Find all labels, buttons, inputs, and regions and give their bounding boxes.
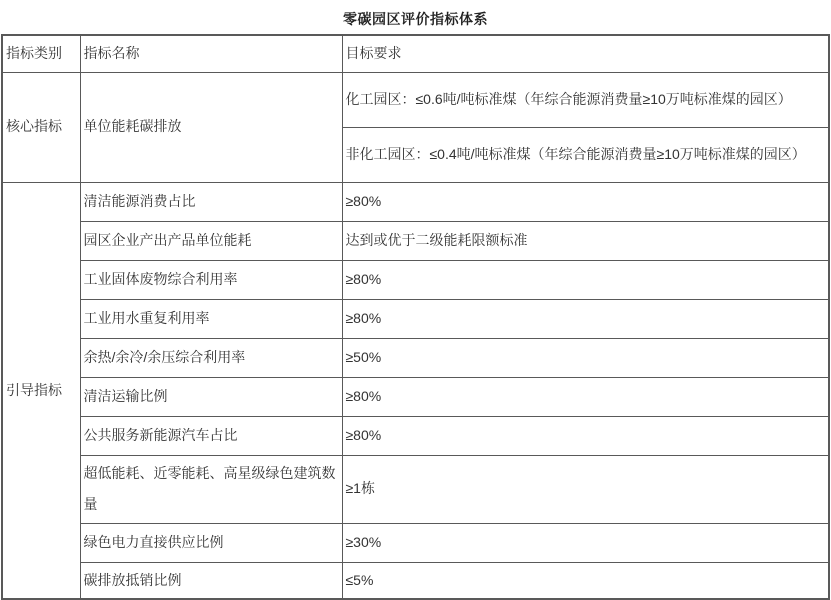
target-value-cell: ≥80% xyxy=(342,299,829,338)
indicator-name-cell: 公共服务新能源汽车占比 xyxy=(80,416,342,455)
table-row xyxy=(2,221,829,260)
header-cell-category: 指标类别 xyxy=(2,35,80,72)
indicator-table xyxy=(1,34,830,600)
category-cell-guidance: 引导指标 xyxy=(2,182,80,599)
indicator-name-cell: 余热/余冷/余压综合利用率 xyxy=(80,338,342,377)
target-value-cell: ≥1栋 xyxy=(342,455,829,523)
indicator-name-cell: 清洁运输比例 xyxy=(80,377,342,416)
indicator-name-cell: 园区企业产出产品单位能耗 xyxy=(80,221,342,260)
table-row xyxy=(2,455,829,523)
target-cell-nonchemical-park: 非化工园区：≤0.4吨/吨标准煤（年综合能源消费量≥10万吨标准煤的园区） xyxy=(342,127,829,182)
table-row xyxy=(2,523,829,562)
target-value-cell: ≥80% xyxy=(342,260,829,299)
target-value-cell: ≥80% xyxy=(342,182,829,221)
target-value-cell: ≤5% xyxy=(342,562,829,599)
table-row xyxy=(2,562,829,599)
table-row xyxy=(2,299,829,338)
target-cell-chemical-park: 化工园区：≤0.6吨/吨标准煤（年综合能源消费量≥10万吨标准煤的园区） xyxy=(342,72,829,127)
indicator-name-cell: 碳排放抵销比例 xyxy=(80,562,342,599)
header-cell-name: 指标名称 xyxy=(80,35,342,72)
header-cell-target: 目标要求 xyxy=(342,35,829,72)
core-row-chemical xyxy=(2,72,829,127)
page-title: 零碳园区评价指标体系 xyxy=(343,11,488,27)
category-cell-core: 核心指标 xyxy=(2,72,80,182)
indicator-name-cell: 工业固体废物综合利用率 xyxy=(80,260,342,299)
table-row xyxy=(2,377,829,416)
table-header-row xyxy=(2,35,829,72)
target-value-cell: 达到或优于二级能耗限额标准 xyxy=(342,221,829,260)
indicator-name-cell: 清洁能源消费占比 xyxy=(80,182,342,221)
indicator-name-cell: 工业用水重复利用率 xyxy=(80,299,342,338)
indicator-name-cell: 绿色电力直接供应比例 xyxy=(80,523,342,562)
table-row xyxy=(2,182,829,221)
target-value-cell: ≥30% xyxy=(342,523,829,562)
target-value-cell: ≥50% xyxy=(342,338,829,377)
target-value-cell: ≥80% xyxy=(342,377,829,416)
indicator-name-cell: 超低能耗、近零能耗、高星级绿色建筑数量 xyxy=(80,455,342,523)
table-row xyxy=(2,260,829,299)
indicator-cell-core: 单位能耗碳排放 xyxy=(80,72,342,182)
table-row xyxy=(2,416,829,455)
table-row xyxy=(2,338,829,377)
target-value-cell: ≥80% xyxy=(342,416,829,455)
